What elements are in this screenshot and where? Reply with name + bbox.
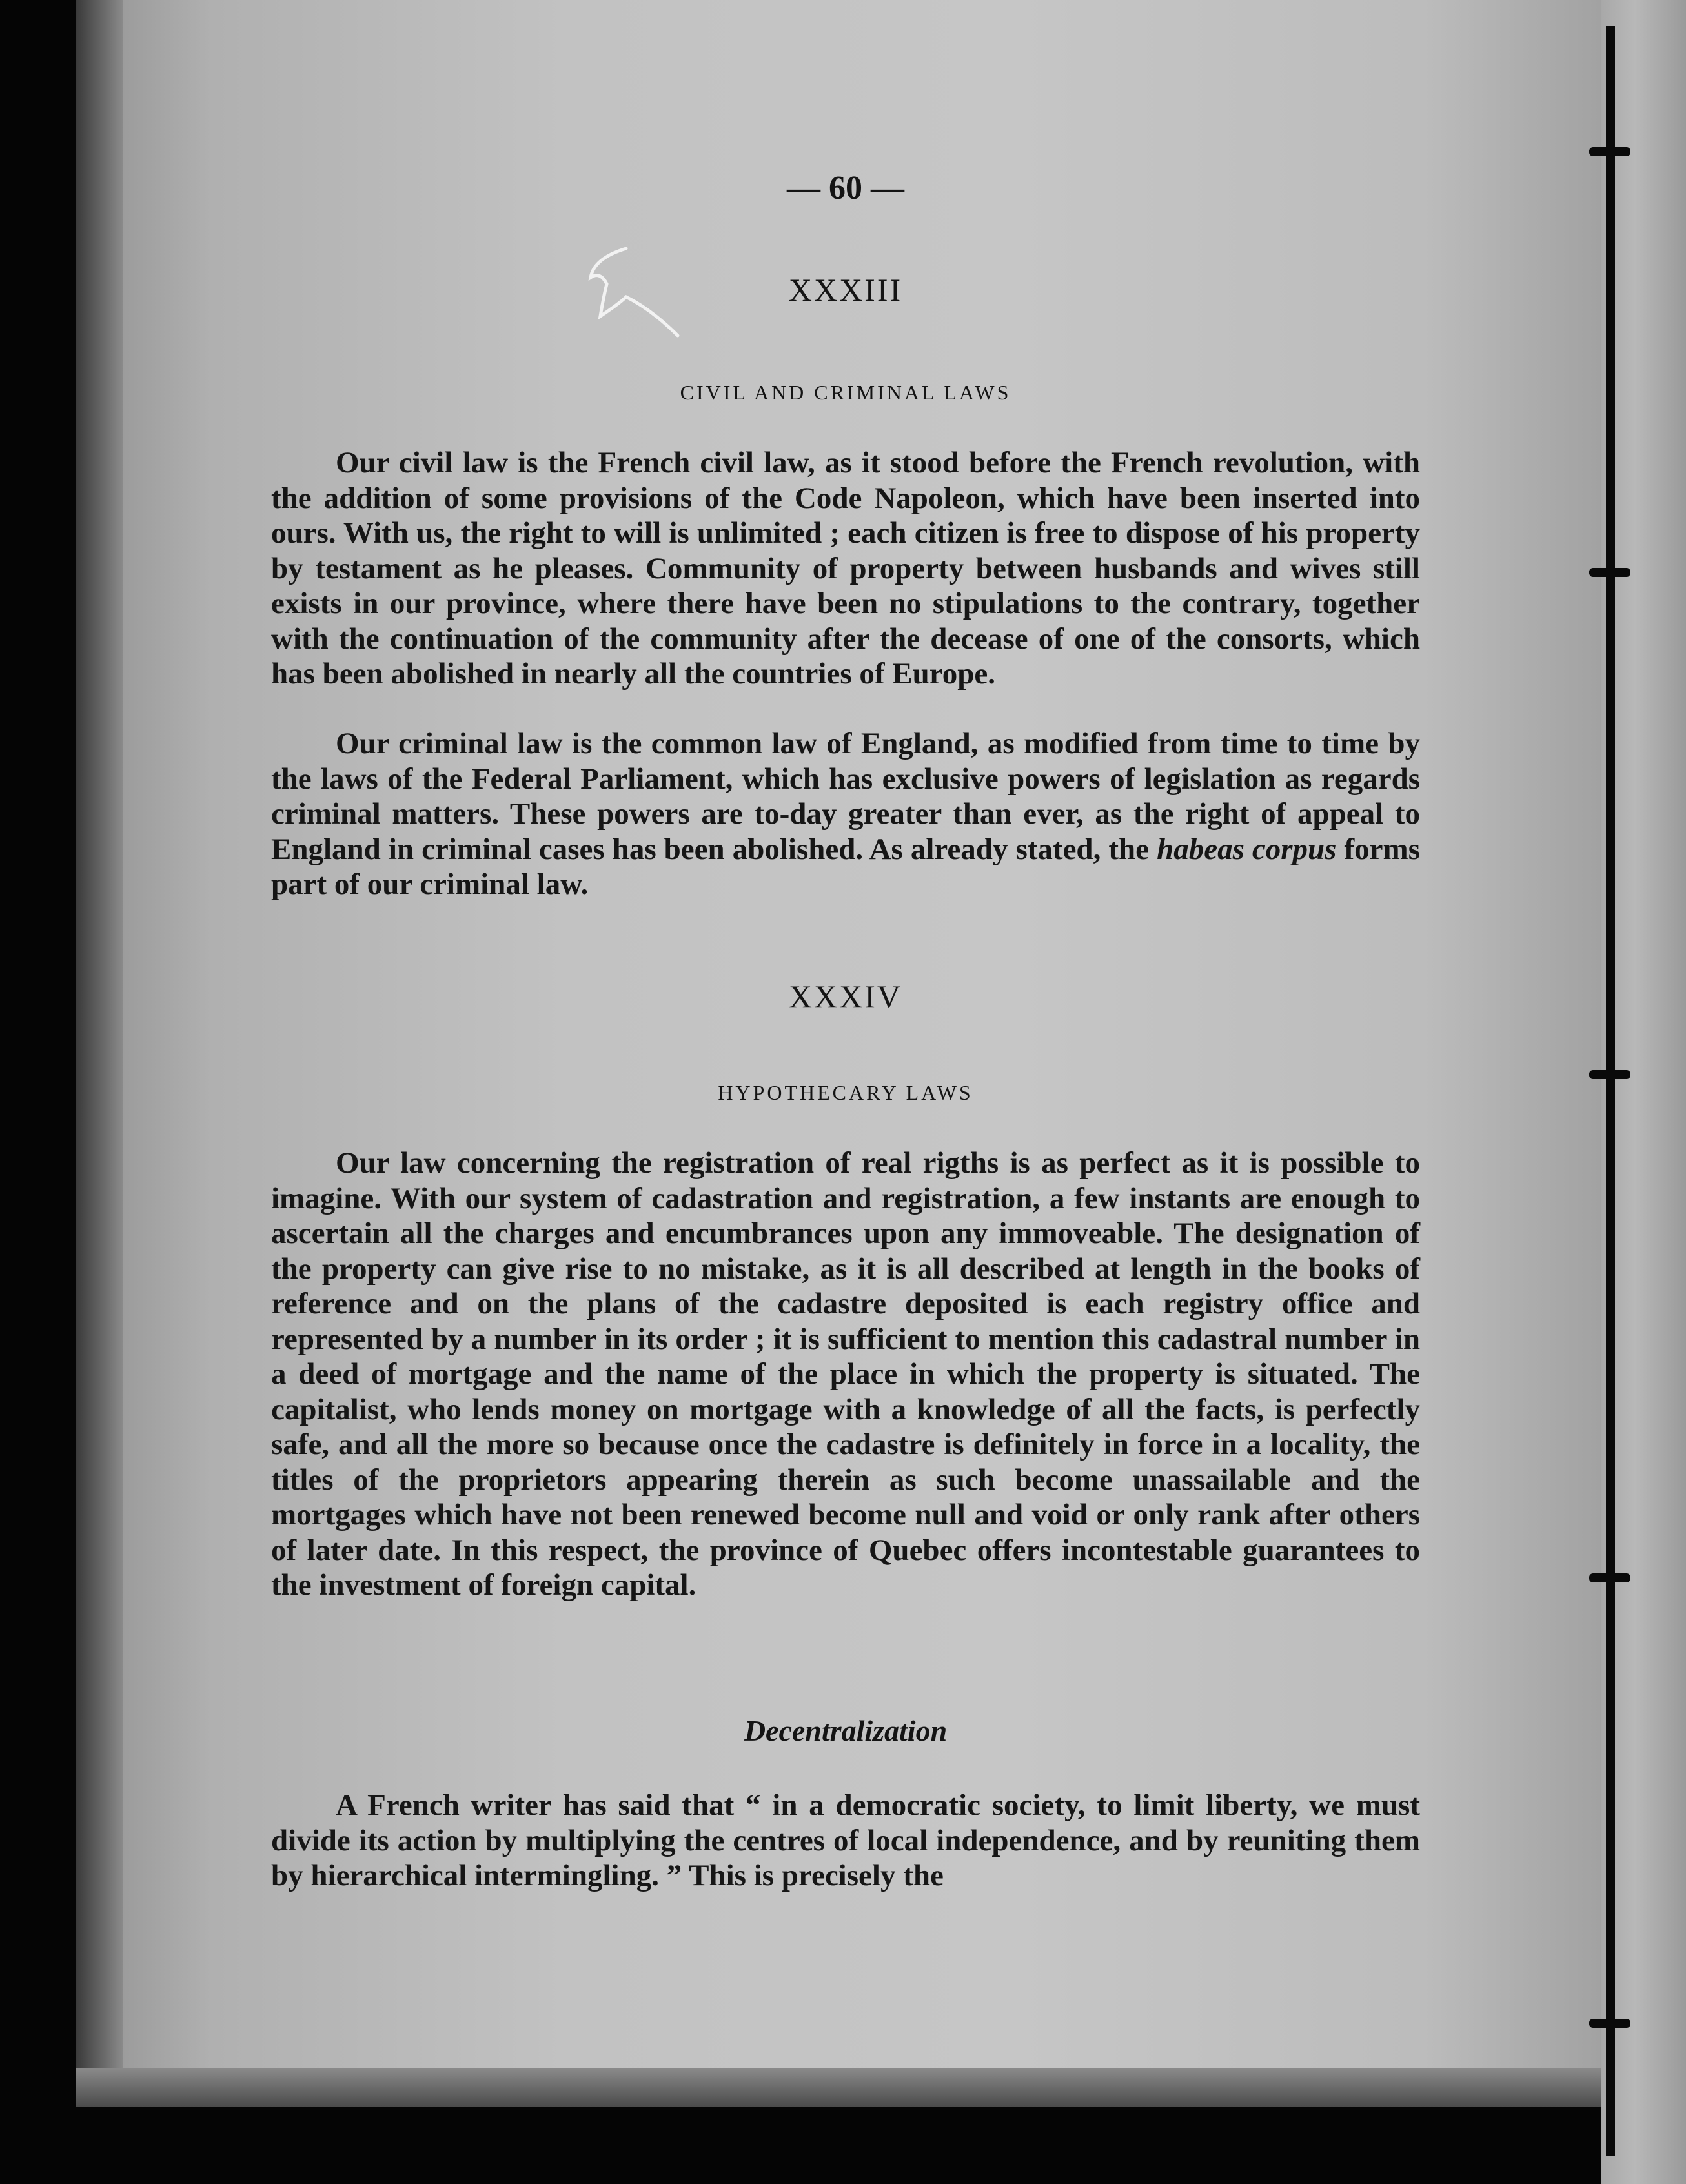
chapter-34-numeral: XXXIV [788,978,903,1015]
binding-tick [1589,1573,1630,1582]
chapter-33-title: CIVIL AND CRIMINAL LAWS [680,381,1011,404]
binding-tick [1589,1070,1630,1079]
page-bottom-edge [76,2068,1601,2107]
chapter-34-paragraph-1: Our law concerning the registration of real rigths is as perfect as it is possible to imagine. With our system of cadastration and registration, a few instants are enough to ascertain all the charges and encumbrances upon any immoveable. The designation of the property can give rise to no mistake, as it is all described at length in the books of reference and on the plans of the cadastre deposited is each registry office and represented by a number in its order ; it is sufficient to mention this cadastral number in a deed of mortgage and the name of the place in which the property is situated. The capitalist, who lends money on mortgage with a knowledge of all the facts, is perfectly safe, and all the more so because once the cadastre is definitely in force in a locality, the titles of the proprietors appearing therein as such become unassailable and the mortgages which have not been renewed become null and void or only rank after others of later date. In this respect, the province of Quebec offers incontestable guarantees to the investment of foreign capital. [271,1146,1420,1602]
binding-tick [1589,147,1630,156]
page-left-edge [76,0,123,2098]
page-number: — 60 — [787,170,904,207]
chapter-33-paragraph-2 [271,726,1420,902]
binding-line [1606,26,1615,2156]
decentralization-paragraph-1: A French writer has said that “ in a democratic society, to limit liberty, we must divide its action by multiplying the centres of local independence, and by reuniting them by hierarchical intermingling. ” This is precisely the [271,1788,1420,1892]
chapter-33-paragraph-2-end: forms part of our criminal law. [271,832,1420,901]
document-page [123,0,1601,2072]
chapter-33-paragraph-1: Our civil law is the French civil law, as it stood before the French revolution, with the addition of some provisions of the Code Napoleon, which have been inserted into ours. With us, the right to will is unlimited ; each citizen is free to dispose of his property by testament as he pleases. Community of property between husbands and wives still exists in our province, where there have been no stipulations to the contrary, together with the continuation of the community after the decease of one of the consorts, which has been abolished in nearly all the countries of Europe. [271,446,1420,691]
chapter-33-numeral: XXXIII [788,272,903,308]
chapter-33-paragraph-2-text: Our criminal law is the common law of England, as modified from time to time by the laws of the Federal Parliament, which has exclusive powers of legislation as regards criminal matters. These powers are to-day greater than ever, as the right of appeal to England in criminal cases has been abolished. As already stated, the [271,727,1420,866]
binding-tick [1589,568,1630,577]
chapter-34-title: HYPOTHECARY LAWS [718,1081,973,1104]
habeas-corpus-italic: habeas corpus [1157,832,1337,866]
binding-tick [1589,2019,1630,2028]
decentralization-heading: Decentralization [744,1714,948,1747]
